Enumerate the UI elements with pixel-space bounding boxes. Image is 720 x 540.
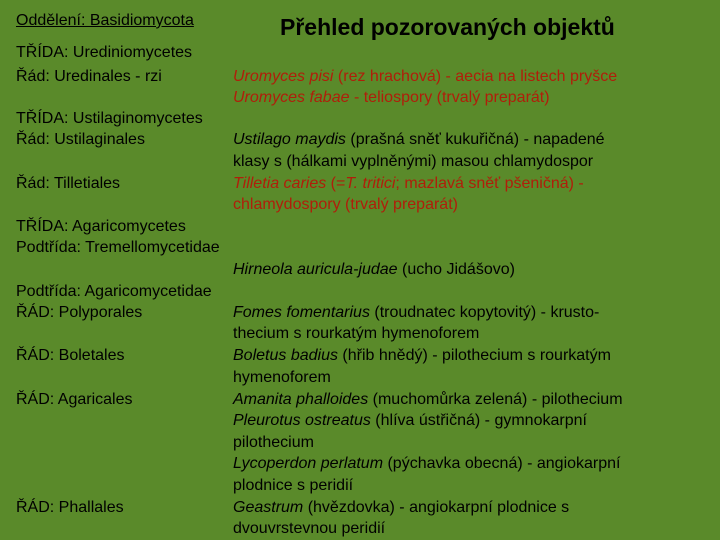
specimen-lycoperdon-cont: plodnice s peridií [233, 477, 354, 494]
specimen-boletus-cont: hymenoforem [233, 369, 331, 386]
specimen-geastrum-cont: dvouvrstevnou peridií [233, 520, 386, 537]
specimen-ustilago-maydis: Ustilago maydis (prašná sněť kukuřičná) - napadené [233, 131, 605, 148]
specimen-fomes-cont: thecium s rourkatým hymenoforem [233, 325, 480, 342]
specimen-uromyces-fabae: Uromyces fabae - teliospory (trvalý preparát) [233, 89, 550, 106]
specimen-amanita: Amanita phalloides (muchomůrka zelená) - pilothecium [233, 391, 623, 408]
order-boletales: ŘÁD: Boletales [16, 347, 125, 364]
specimen-tilletia-caries: Tilletia caries (=T. tritici; mazlavá sněť pšeničná) - [233, 175, 584, 192]
order-agaricales: ŘÁD: Agaricales [16, 391, 133, 408]
class-agaricomycetes: TŘÍDA: Agaricomycetes [16, 218, 186, 235]
division-label: Oddělení: Basidiomycota [16, 12, 194, 29]
order-tilletiales: Řád: Tilletiales [16, 175, 121, 192]
specimen-pleurotus: Pleurotus ostreatus (hlíva ústřičná) - gymnokarpní [233, 412, 587, 429]
specimen-lycoperdon: Lycoperdon perlatum (pýchavka obecná) - angiokarpní [233, 455, 621, 472]
order-polyporales: ŘÁD: Polyporales [16, 304, 143, 321]
specimen-boletus: Boletus badius (hřib hnědý) - pilothecium s rourkatým [233, 347, 611, 364]
specimen-ustilago-maydis-cont: klasy s (hálkami vyplněnými) masou chlamydospor [233, 153, 594, 170]
class-urediniomycetes: TŘÍDA: Urediniomycetes [16, 44, 193, 61]
class-ustilaginomycetes: TŘÍDA: Ustilaginomycetes [16, 110, 203, 127]
specimen-uromyces-pisi: Uromyces pisi (rez hrachová) - aecia na listech pryšce [233, 68, 618, 85]
slide-title: Přehled pozorovaných objektů [280, 14, 615, 40]
subclass-agaricomycetidae: Podtřída: Agaricomycetidae [16, 283, 212, 300]
subclass-tremellomycetidae: Podtřída: Tremellomycetidae [16, 239, 220, 256]
order-ustilaginales: Řád: Ustilaginales [16, 131, 145, 148]
order-phallales: ŘÁD: Phallales [16, 499, 124, 516]
specimen-pleurotus-cont: pilothecium [233, 434, 314, 451]
specimen-tilletia-caries-cont: chlamydospory (trvalý preparát) [233, 196, 458, 213]
specimen-geastrum: Geastrum (hvězdovka) - angiokarpní plodnice s [233, 499, 570, 516]
specimen-hirneola: Hirneola auricula-judae (ucho Jidášovo) [233, 261, 515, 278]
specimen-fomes: Fomes fomentarius (troudnatec kopytovitý) - krusto- [233, 304, 600, 321]
order-uredinales: Řád: Uredinales - rzi [16, 68, 162, 85]
